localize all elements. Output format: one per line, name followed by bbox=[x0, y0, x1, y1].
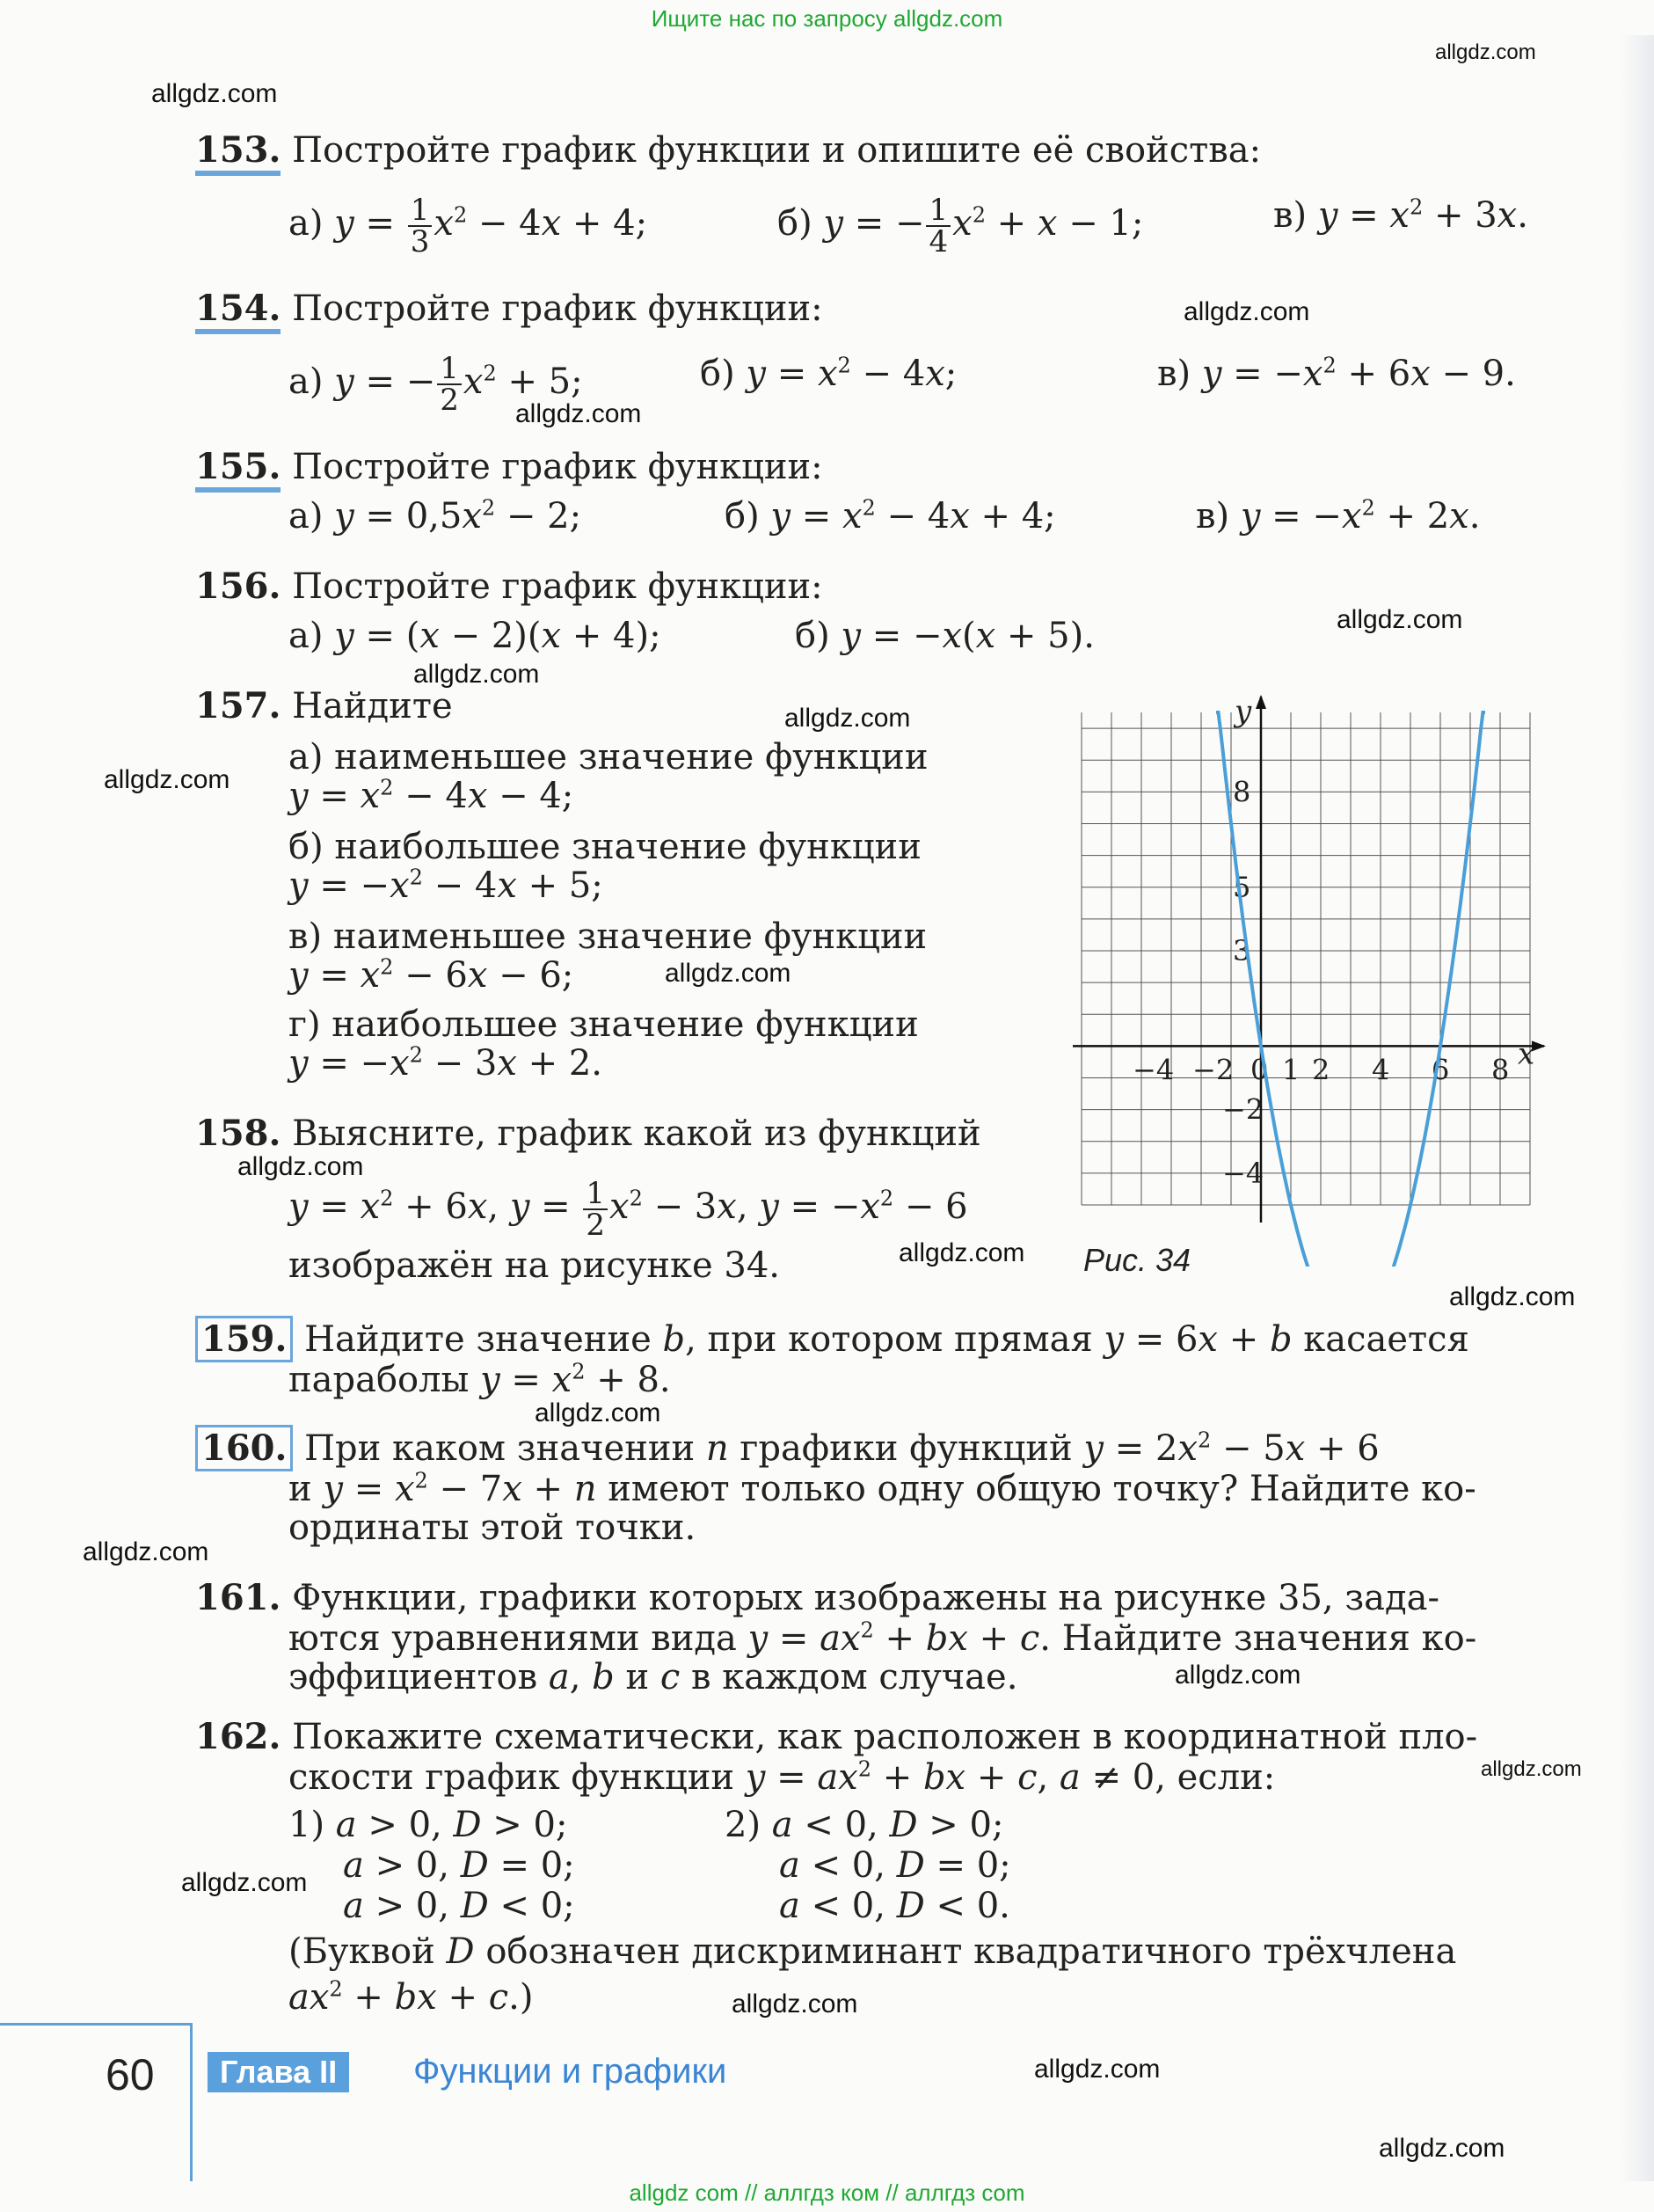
problem-text: графики функций bbox=[740, 1428, 1073, 1469]
page-number: 60 bbox=[106, 2050, 155, 2099]
watermark: allgdz.com bbox=[1175, 1661, 1301, 1690]
problem-text: Постройте график функции: bbox=[292, 447, 823, 487]
problem-162-case-2b: a < 0, D = 0; bbox=[779, 1845, 1011, 1886]
problem-153-v: в) $y = x^2 + 3x$. bbox=[1273, 194, 1528, 236]
chart-y-tick-label: −2 bbox=[1222, 1092, 1264, 1127]
problem-162-case-1c: a > 0, D < 0; bbox=[343, 1886, 575, 1926]
problem-text: (Буквой bbox=[288, 1931, 435, 1972]
problem-162-case-1a: 1) a > 0, D > 0; bbox=[288, 1805, 568, 1845]
problem-156-a: а) y = (x − 2)(x + 4); bbox=[288, 616, 661, 656]
watermark: allgdz.com bbox=[1034, 2055, 1161, 2084]
problem-153-a: а) y = $\frac{1}{3}$ $x^2 - 4x + 4$; bbox=[288, 193, 648, 259]
chart-x-tick-label: 8 bbox=[1491, 1053, 1510, 1087]
problem-157 bbox=[195, 686, 453, 726]
watermark: allgdz.com bbox=[1379, 2134, 1505, 2163]
problem-155 bbox=[195, 447, 823, 487]
chart-x-tick-label: 2 bbox=[1312, 1053, 1330, 1087]
watermark: allgdz.com bbox=[104, 765, 230, 794]
problem-text: Постройте график функции: bbox=[292, 288, 823, 329]
problem-161-line3: эффициентов a, b и c в каждом случае. bbox=[288, 1657, 1018, 1697]
problem-156-b: б) y = −x(x + 5). bbox=[795, 616, 1095, 656]
problem-157-g-label: г) наибольшее значение функции bbox=[288, 1004, 919, 1045]
figure-caption: Рис. 34 bbox=[1083, 1242, 1191, 1278]
problem-text: эффициентов bbox=[288, 1657, 538, 1697]
problem-154-v: в) $y = -x^2 + 6x - 9$. bbox=[1157, 353, 1516, 394]
problem-number: 153. bbox=[195, 129, 281, 176]
problem-154 bbox=[195, 288, 823, 329]
problem-number: 162. bbox=[195, 1716, 281, 1757]
watermark: allgdz.com bbox=[83, 1537, 209, 1566]
footer-divider bbox=[190, 2023, 193, 2181]
chapter-title: Функции и графики bbox=[413, 2052, 727, 2091]
parabola-chart bbox=[1055, 695, 1548, 1267]
chart-y-axis-label: y bbox=[1235, 695, 1252, 729]
problem-155-a: а) $y = 0,5x^2 - 2$; bbox=[288, 495, 582, 537]
problem-157-g-func: $y = -x^2 - 3x + 2$. bbox=[288, 1042, 602, 1084]
problem-number: 157. bbox=[195, 685, 281, 726]
problem-161 bbox=[195, 1578, 1439, 1618]
chart-y-tick-label: 3 bbox=[1233, 933, 1251, 967]
chart-x-tick-label: 1 bbox=[1282, 1053, 1301, 1087]
problem-text: . Найдите значения ко- bbox=[1039, 1618, 1477, 1659]
problem-158-funcs: $y = x^2 + 6x$, y = $\frac{1}{2}$ $x^2 - 3x$, $y = -x^2 - 6$ bbox=[288, 1176, 968, 1243]
problem-162-line2: скости график функции $y = ax^2$ + bx + c, a ≠ 0, если: bbox=[288, 1756, 1276, 1798]
watermark: allgdz.com bbox=[784, 704, 911, 733]
problem-157-v-label: в) наименьшее значение функции bbox=[288, 916, 928, 957]
problem-number: 154. bbox=[195, 288, 281, 334]
chart-x-tick-label: −2 bbox=[1192, 1053, 1235, 1087]
problem-text: скости график функции bbox=[288, 1757, 735, 1798]
problem-153 bbox=[195, 130, 1261, 171]
page-edge-shadow bbox=[1619, 35, 1654, 2181]
problem-161-line2: ются уравнениями вида $y = ax^2$ + bx + c. Найдите значения ко- bbox=[288, 1617, 1477, 1659]
problem-156 bbox=[195, 566, 823, 607]
problem-number: 156. bbox=[195, 566, 281, 607]
watermark: allgdz.com bbox=[899, 1238, 1025, 1267]
problem-number: 161. bbox=[195, 1577, 281, 1618]
problem-157-a-func: $y = x^2 - 4x - 4$; bbox=[288, 775, 574, 816]
problem-159-line2: параболы $y = x^2 + 8$. bbox=[288, 1359, 671, 1400]
problem-number: 160. bbox=[195, 1425, 293, 1471]
problem-text: Функции, графики которых изображены на рисунке 35, зада- bbox=[292, 1578, 1440, 1618]
problem-160-line2: и $y = x^2 - 7x + n$ имеют только одну общую точку? Найдите ко- bbox=[288, 1468, 1476, 1509]
problem-text: и bbox=[288, 1469, 312, 1509]
chart-x-axis-label: x bbox=[1518, 1036, 1535, 1072]
watermark: allgdz.com bbox=[1184, 297, 1310, 326]
problem-text: Найдите значение bbox=[304, 1319, 652, 1360]
problem-text: имеют только одну общую точку? Найдите ко- bbox=[608, 1469, 1476, 1509]
problem-text: параболы bbox=[288, 1360, 470, 1400]
problem-162-case-2a: 2) a < 0, D > 0; bbox=[725, 1805, 1004, 1845]
chart-x-tick-label: 0 bbox=[1250, 1053, 1269, 1087]
problem-162-case-1b: a > 0, D = 0; bbox=[343, 1845, 575, 1886]
chart-y-axis-arrow bbox=[1256, 695, 1266, 709]
watermark: allgdz.com bbox=[181, 1868, 308, 1897]
chapter-badge: Глава II bbox=[208, 2052, 349, 2092]
problem-158-tail: изображён на рисунке 34. bbox=[288, 1245, 781, 1286]
problem-162-note-end: $ax^2$ + bx + c.) bbox=[288, 1976, 534, 2018]
problem-text: Постройте график функции и опишите её свойства: bbox=[292, 130, 1262, 171]
problem-text: , если: bbox=[1155, 1757, 1276, 1798]
bottom-site-links[interactable]: allgdz com // аллгдз ком // аллгдз com bbox=[629, 2179, 1025, 2206]
chart-y-tick-label: −4 bbox=[1222, 1156, 1264, 1190]
watermark: allgdz.com bbox=[413, 660, 540, 689]
problem-160-line3: ординаты этой точки. bbox=[288, 1508, 696, 1548]
footer-divider bbox=[0, 2023, 193, 2026]
chart-x-tick-label: −4 bbox=[1133, 1053, 1175, 1087]
problem-text: в каждом случае. bbox=[690, 1657, 1018, 1697]
watermark: allgdz.com bbox=[665, 959, 791, 988]
problem-text: , при котором прямая bbox=[685, 1319, 1093, 1360]
watermark: allgdz.com bbox=[732, 1989, 858, 2019]
problem-text: Покажите схематически, как расположен в координатной пло- bbox=[292, 1717, 1478, 1757]
problem-number: 159. bbox=[195, 1316, 293, 1362]
watermark: allgdz.com bbox=[237, 1152, 364, 1181]
problem-153-b: б) y = − $\frac{1}{4}$ $x^2 + x - 1$; bbox=[777, 193, 1144, 259]
watermark: allgdz.com bbox=[1481, 1757, 1582, 1781]
problem-number: 158. bbox=[195, 1113, 281, 1154]
chart-x-tick-label: 6 bbox=[1432, 1053, 1450, 1087]
chart-y-tick-label: 8 bbox=[1233, 775, 1251, 809]
problem-162-case-2c: a < 0, D < 0. bbox=[779, 1886, 1010, 1926]
problem-text: Выясните, график какой из функций bbox=[292, 1113, 981, 1154]
watermark: allgdz.com bbox=[151, 79, 278, 108]
problem-text: ются уравнениями вида bbox=[288, 1618, 737, 1659]
problem-160: 160. При каком значении n графики функций $y = 2x^2 - 5x + 6$ bbox=[195, 1428, 1380, 1469]
watermark: allgdz.com bbox=[1337, 605, 1463, 634]
problem-text: Постройте график функции: bbox=[292, 566, 823, 607]
problem-155-b: б) $y = x^2 - 4x + 4$; bbox=[725, 495, 1056, 537]
chart-grid bbox=[1082, 712, 1530, 1205]
problem-162-note: (Буквой D обозначен дискриминант квадратичного трёхчлена bbox=[288, 1931, 1457, 1972]
problem-155-v: в) $y = -x^2 + 2x$. bbox=[1196, 495, 1481, 537]
problem-text: При каком значении bbox=[304, 1428, 696, 1469]
problem-162 bbox=[195, 1717, 1477, 1757]
chart-y-tick-label: 5 bbox=[1233, 870, 1251, 904]
problem-157-v-func: $y = x^2 - 6x - 6$; bbox=[288, 954, 574, 996]
problem-text: обозначен дискриминант квадратичного трёхчлена bbox=[485, 1931, 1457, 1972]
watermark: allgdz.com bbox=[1449, 1282, 1576, 1311]
problem-154-a: а) y = − $\frac{1}{2}$ $x^2 + 5$; bbox=[288, 351, 583, 418]
problem-157-b-label: б) наибольшее значение функции bbox=[288, 827, 922, 867]
problem-157-a-label: а) наименьшее значение функции bbox=[288, 737, 929, 777]
problem-text: Найдите bbox=[292, 686, 453, 726]
top-search-link[interactable]: Ищите нас по запросу allgdz.com bbox=[651, 5, 1003, 32]
problem-158 bbox=[195, 1113, 981, 1154]
watermark: allgdz.com bbox=[1435, 40, 1536, 64]
watermark: allgdz.com bbox=[535, 1398, 661, 1427]
watermark: allgdz.com bbox=[515, 399, 642, 428]
problem-number: 155. bbox=[195, 446, 281, 493]
problem-157-b-func: $y = -x^2 - 4x + 5$; bbox=[288, 865, 603, 906]
problem-159: 159. Найдите значение b, при котором прямая y = 6x + b касается bbox=[195, 1319, 1469, 1360]
problem-154-b: б) $y = x^2 - 4x$; bbox=[700, 353, 958, 394]
chart-x-tick-label: 4 bbox=[1372, 1053, 1390, 1087]
